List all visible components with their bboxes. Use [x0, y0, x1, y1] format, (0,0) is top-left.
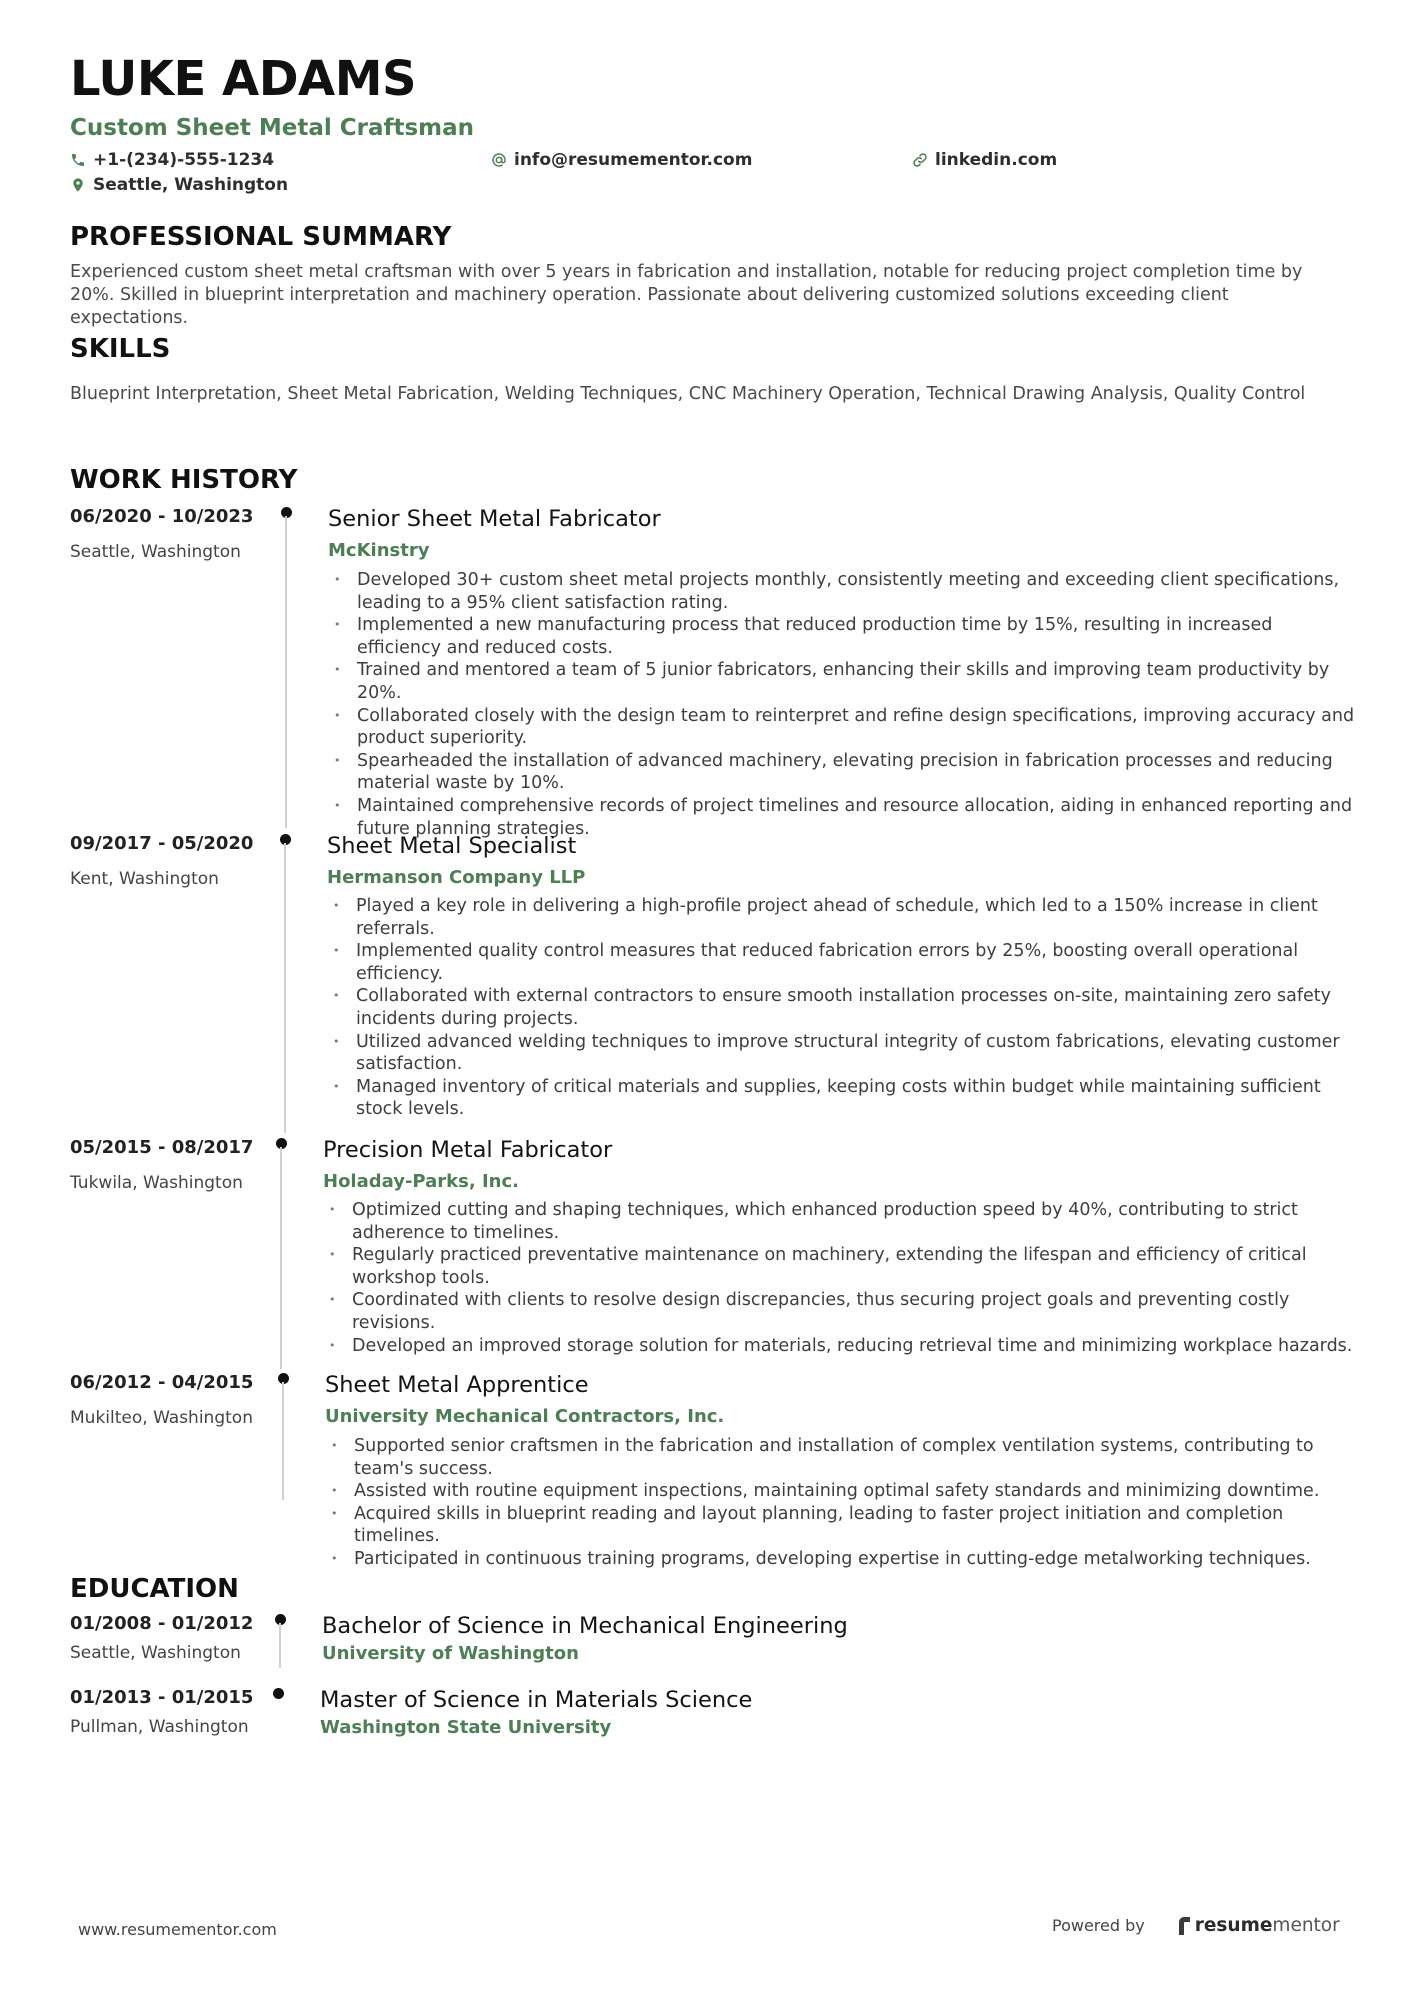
work-dates: 05/2015 - 08/2017 [70, 1137, 254, 1158]
list-item: • Spearheaded the installation of advanced machinery, elevating precision in fabrication processes and reducing material waste by 10%. [328, 750, 1358, 795]
summary-text: Experienced custom sheet metal craftsman with over 5 years in fabrication and installation, notable for reducing project completion time by 20%. Skilled in blueprint interpretation and machinery operation. Passionate about delivering customized solutions exceeding client expectations. [70, 262, 1303, 328]
education-location: Pullman, Washington [70, 1717, 249, 1737]
job-bullets [325, 1435, 1360, 1571]
linkedin-text[interactable]: linkedin.com [935, 150, 1058, 170]
contact-email [491, 150, 752, 170]
company-name: Hermanson Company LLP [327, 867, 586, 888]
school-name: Washington State University [320, 1717, 612, 1738]
timeline-dot [273, 1688, 284, 1699]
brand-logo[interactable] [1177, 1915, 1340, 1936]
education-heading: EDUCATION [70, 1574, 239, 1604]
work-dates: 06/2020 - 10/2023 [70, 506, 254, 527]
work-history-heading: WORK HISTORY [70, 465, 298, 495]
job-bullets [327, 895, 1358, 1121]
education-dates: 01/2008 - 01/2012 [70, 1613, 254, 1634]
list-item: • Acquired skills in blueprint reading and layout planning, leading to faster project initiation and completion timelines. [325, 1503, 1360, 1548]
list-item: • Optimized cutting and shaping techniques, which enhanced production speed by 40%, contributing to strict adherence to timelines. [323, 1199, 1358, 1244]
education-dates: 01/2013 - 01/2015 [70, 1687, 254, 1708]
work-location: Mukilteo, Washington [70, 1408, 253, 1428]
powered-by-text: Powered by [1052, 1916, 1145, 1935]
job-title: Sheet Metal Specialist [327, 833, 577, 859]
list-item: • Maintained comprehensive records of project timelines and resource allocation, aiding in enhanced reporting and future planning strategies. [328, 795, 1358, 840]
education-location: Seattle, Washington [70, 1643, 241, 1663]
email-text[interactable]: info@resumementor.com [514, 150, 753, 170]
education-entry [70, 1687, 1360, 1747]
list-item: • Coordinated with clients to resolve design discrepancies, thus securing project goals and preventing costly revisions. [323, 1289, 1358, 1334]
school-name: University of Washington [322, 1643, 579, 1664]
at-icon [491, 152, 507, 168]
degree-title: Bachelor of Science in Mechanical Engineering [322, 1613, 848, 1639]
list-item: • Collaborated closely with the design team to reinterpret and refine design specifications, improving accuracy and product superiority. [328, 705, 1358, 750]
job-title: Precision Metal Fabricator [323, 1137, 613, 1163]
company-name: McKinstry [328, 540, 430, 561]
timeline-line [282, 1382, 284, 1500]
timeline-line [280, 1147, 282, 1369]
list-item: • Supported senior craftsmen in the fabrication and installation of complex ventilation systems, contributing to team's success. [325, 1435, 1360, 1480]
location-pin-icon [70, 177, 86, 193]
footer-powered [1052, 1915, 1340, 1936]
list-item: • Collaborated with external contractors to ensure smooth installation processes on-site, maintaining zero safety incidents during projects. [327, 985, 1358, 1030]
work-dates: 09/2017 - 05/2020 [70, 833, 254, 854]
list-item: • Implemented a new manufacturing process that reduced production time by 15%, resulting in increased efficiency and reduced costs. [328, 614, 1358, 659]
list-item: • Managed inventory of critical materials and supplies, keeping costs within budget while maintaining sufficient stock levels. [327, 1076, 1358, 1121]
list-item: • Played a key role in delivering a high-profile project ahead of schedule, which led to a 150% increase in client referrals. [327, 895, 1358, 940]
job-title: Sheet Metal Apprentice [325, 1372, 589, 1398]
education-entry [70, 1613, 1360, 1673]
list-item: • Developed 30+ custom sheet metal projects monthly, consistently meeting and exceeding client specifications, leading to a 95% client satisfaction rating. [328, 569, 1358, 614]
candidate-name: LUKE ADAMS [70, 51, 417, 107]
list-item: • Trained and mentored a team of 5 junior fabricators, enhancing their skills and improving team productivity by 20%. [328, 659, 1358, 704]
skills-text: Blueprint Interpretation, Sheet Metal Fabrication, Welding Techniques, CNC Machinery Operation, Technical Drawing Analysis, Quality Control [70, 384, 1306, 404]
job-title: Senior Sheet Metal Fabricator [328, 506, 661, 532]
list-item: • Assisted with routine equipment inspections, maintaining optimal safety standards and minimizing downtime. [325, 1480, 1360, 1503]
work-entry [70, 506, 1360, 839]
brand-text-light: mentor [1272, 1915, 1340, 1936]
footer-website[interactable]: www.resumementor.com [78, 1920, 277, 1939]
company-name: University Mechanical Contractors, Inc. [325, 1406, 725, 1427]
brand-mark-icon [1177, 1916, 1192, 1936]
work-location: Seattle, Washington [70, 542, 241, 562]
list-item: • Utilized advanced welding techniques to improve structural integrity of custom fabrications, elevating customer satisfaction. [327, 1031, 1358, 1076]
work-entry [70, 1372, 1360, 1569]
timeline-line [279, 1623, 281, 1668]
work-entry [70, 1137, 1360, 1367]
summary-heading: PROFESSIONAL SUMMARY [70, 222, 452, 252]
job-bullets [328, 569, 1358, 840]
brand-text-bold: resume [1194, 1915, 1273, 1936]
phone-text[interactable]: +1-(234)-555-1234 [93, 150, 275, 170]
skills-heading: SKILLS [70, 334, 171, 364]
timeline-line [284, 843, 286, 1133]
list-item: • Developed an improved storage solution for materials, reducing retrieval time and minimizing workplace hazards. [323, 1335, 1358, 1358]
candidate-role: Custom Sheet Metal Craftsman [70, 115, 475, 141]
list-item: • Regularly practiced preventative maintenance on machinery, extending the lifespan and efficiency of critical workshop tools. [323, 1244, 1358, 1289]
work-location: Kent, Washington [70, 869, 219, 889]
list-item: • Participated in continuous training programs, developing expertise in cutting-edge metalworking techniques. [325, 1548, 1360, 1571]
work-dates: 06/2012 - 04/2015 [70, 1372, 254, 1393]
company-name: Holaday-Parks, Inc. [323, 1171, 519, 1192]
job-bullets [323, 1199, 1358, 1357]
contact-location [70, 175, 288, 195]
contact-linkedin [912, 150, 1057, 170]
degree-title: Master of Science in Materials Science [320, 1687, 753, 1713]
timeline-line [285, 516, 287, 828]
contact-phone [70, 150, 274, 170]
work-location: Tukwila, Washington [70, 1173, 243, 1193]
list-item: • Implemented quality control measures that reduced fabrication errors by 25%, boosting overall operational efficiency. [327, 940, 1358, 985]
work-entry [70, 833, 1360, 1133]
location-text: Seattle, Washington [93, 175, 289, 195]
link-icon [912, 152, 928, 168]
phone-icon [70, 152, 86, 168]
